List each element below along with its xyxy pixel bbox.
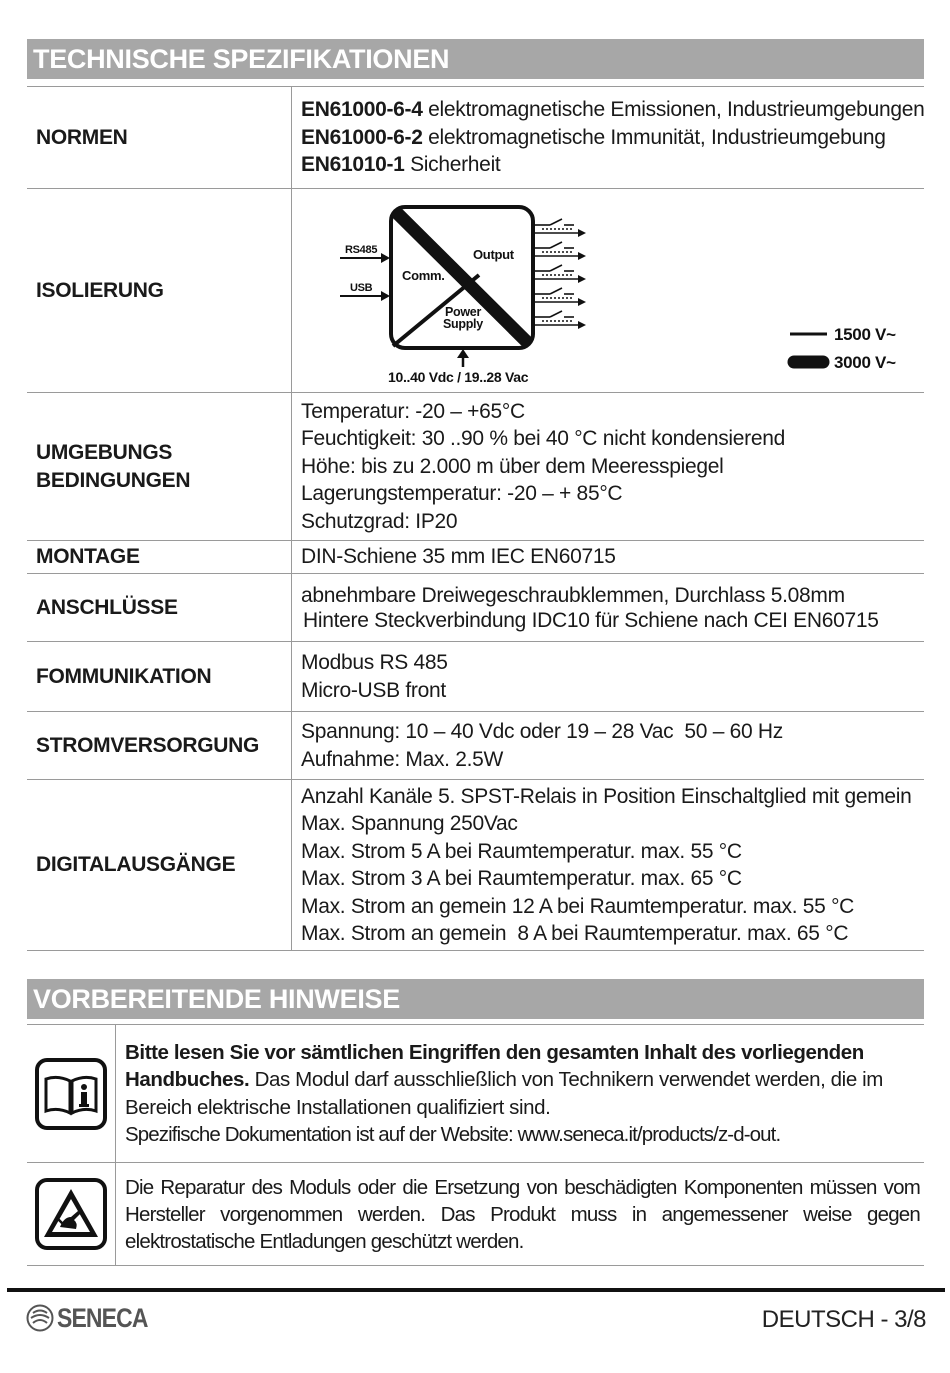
montage-label: MONTAGE xyxy=(27,541,292,574)
digitalausgaenge-line: Max. Spannung 250Vac xyxy=(301,812,518,835)
isolation-diagram-cell xyxy=(292,189,925,393)
page-number: DEUTSCH - 3/8 xyxy=(761,1306,926,1333)
norm-line xyxy=(301,151,923,179)
norm-code: EN61010-1 xyxy=(301,153,405,177)
rs485-label: RS485 xyxy=(345,244,378,256)
output-label: Output xyxy=(473,247,514,262)
umgebung-line: Schutzgrad: IP20 xyxy=(301,509,458,533)
manual-icon-cell xyxy=(27,1025,116,1163)
normen-label: NORMEN xyxy=(27,87,292,189)
digitalausgaenge-line: Max. Strom an gemein 8 A bei Raumtemperatur. max. 65 °C xyxy=(301,922,849,945)
esd-icon-cell xyxy=(27,1163,116,1266)
supply-label: Supply xyxy=(443,317,483,331)
umgebung-line: Lagerungstemperatur: -20 – + 85°C xyxy=(301,482,623,506)
seneca-logo-icon xyxy=(26,1304,54,1332)
website-note: Spezifische Dokumentation ist auf der Website: www.seneca.it/products/z-d-out. xyxy=(125,1123,781,1146)
table-row xyxy=(27,189,924,393)
umgebung-value xyxy=(292,393,925,541)
manual-info-icon xyxy=(34,1057,108,1131)
specs-section-title: TECHNISCHE SPEZIFIKATIONEN xyxy=(27,39,924,79)
umgebung-label-line: UMGEBUNGS xyxy=(36,440,173,464)
stromversorgung-label: STROMVERSORGUNG xyxy=(27,712,292,780)
normen-value xyxy=(292,87,925,189)
umgebung-label-line: BEDINGUNGEN xyxy=(36,468,191,492)
stromversorgung-line: Aufnahme: Max. 2.5W xyxy=(301,747,504,771)
table-row xyxy=(27,541,924,574)
stromversorgung-line: Spannung: 10 – 40 Vdc oder 19 – 28 Vac 50 – 60 Hz xyxy=(301,720,783,743)
anschluesse-line: Hintere Steckverbindung IDC10 für Schiene nach CEI EN60715 xyxy=(303,608,879,632)
norm-text: Sicherheit xyxy=(404,153,501,177)
montage-line: DIN-Schiene 35 mm IEC EN60715 xyxy=(301,545,616,569)
norm-code: EN61000-6-2 xyxy=(301,125,423,149)
manual-note-text: Das Modul darf ausschließlich von Technikern verwendet werden, die im Bereich elektrische Installationen qualifiziert sind. xyxy=(125,1068,883,1119)
table-row xyxy=(27,712,924,780)
supply-voltage-label: 10..40 Vdc / 19..28 Vac xyxy=(388,369,529,385)
umgebung-line: Temperatur: -20 – +65°C xyxy=(301,399,525,423)
footer-rule xyxy=(7,1288,945,1292)
manual-note xyxy=(116,1025,925,1163)
norm-line xyxy=(301,96,923,124)
norm-line xyxy=(301,124,923,152)
digitalausgaenge-line: Max. Strom 5 A bei Raumtemperatur. max. 55 °C xyxy=(301,839,742,863)
table-row xyxy=(27,780,924,951)
table-row xyxy=(27,87,924,189)
relay-outputs xyxy=(535,219,586,329)
digitalausgaenge-line: Anzahl Kanäle 5. SPST-Relais in Position Einschaltglied mit gemein xyxy=(301,784,912,808)
specs-table xyxy=(27,86,924,951)
isolierung-label: ISOLIERUNG xyxy=(27,189,292,393)
notes-table xyxy=(27,1024,924,1266)
umgebung-line: Feuchtigkeit: 30 ..90 % bei 40 °C nicht kondensierend xyxy=(301,427,785,451)
anschluesse-label: ANSCHLÜSSE xyxy=(27,574,292,642)
legend-thick-label: 3000 V~ xyxy=(834,353,896,372)
manual-note-bold: Bitte lesen Sie vor sämtlichen Eingriffen den gesamten Inhalt des vorliegenden Handbuches. xyxy=(125,1040,864,1091)
table-row xyxy=(27,393,924,541)
table-row xyxy=(27,642,924,712)
umgebung-line: Höhe: bis zu 2.000 m über dem Meeresspiegel xyxy=(301,454,724,478)
kommunikation-line: Modbus RS 485 xyxy=(301,651,448,674)
comm-label: Comm. xyxy=(402,268,445,283)
digitalausgaenge-line: Max. Strom 3 A bei Raumtemperatur. max. 65 °C xyxy=(301,867,742,890)
digitalausgaenge-value xyxy=(292,780,925,951)
kommunikation-label: FOMMUNIKATION xyxy=(27,642,292,712)
table-row xyxy=(27,574,924,642)
isolation-diagram xyxy=(292,189,934,392)
norm-code: EN61000-6-4 xyxy=(301,98,423,122)
stromversorgung-value xyxy=(292,712,925,780)
rs485-arrowhead xyxy=(381,253,390,263)
montage-value xyxy=(292,541,925,574)
digitalausgaenge-label: DIGITALAUSGÄNGE xyxy=(27,780,292,951)
table-row xyxy=(27,1163,924,1266)
norm-text: elektromagnetische Immunität, Industrieumgebung xyxy=(422,125,886,149)
seneca-logo-text: SENECA xyxy=(57,1302,148,1333)
table-row xyxy=(27,1025,924,1163)
umgebung-label xyxy=(27,393,292,541)
supply-arrowhead xyxy=(457,349,469,358)
usb-label: USB xyxy=(350,282,373,294)
notes-section-title: VORBEREITENDE HINWEISE xyxy=(27,979,924,1019)
esd-warning-icon xyxy=(34,1177,108,1251)
digitalausgaenge-line: Max. Strom an gemein 12 A bei Raumtemperatur. max. 55 °C xyxy=(301,894,855,918)
legend-thin-label: 1500 V~ xyxy=(834,325,896,344)
seneca-logo xyxy=(26,1302,164,1334)
anschluesse-value xyxy=(292,574,925,642)
kommunikation-value xyxy=(292,642,925,712)
usb-arrowhead xyxy=(381,291,390,301)
esd-note: Die Reparatur des Moduls oder die Ersetzung von beschädigten Komponenten müssen vom Hersteller vorgenommen werden. Das Produkt muss in angemessener weise gegen elektrostatische Entladungen geschützt werden. xyxy=(116,1163,925,1266)
anschluesse-line: abnehmbare Dreiwegeschraubklemmen, Durchlass 5.08mm xyxy=(301,583,845,607)
power-label: Power xyxy=(445,305,482,319)
norm-text: elektromagnetische Emissionen, Industrieumgebungen xyxy=(422,98,925,122)
kommunikation-line: Micro-USB front xyxy=(301,678,446,702)
